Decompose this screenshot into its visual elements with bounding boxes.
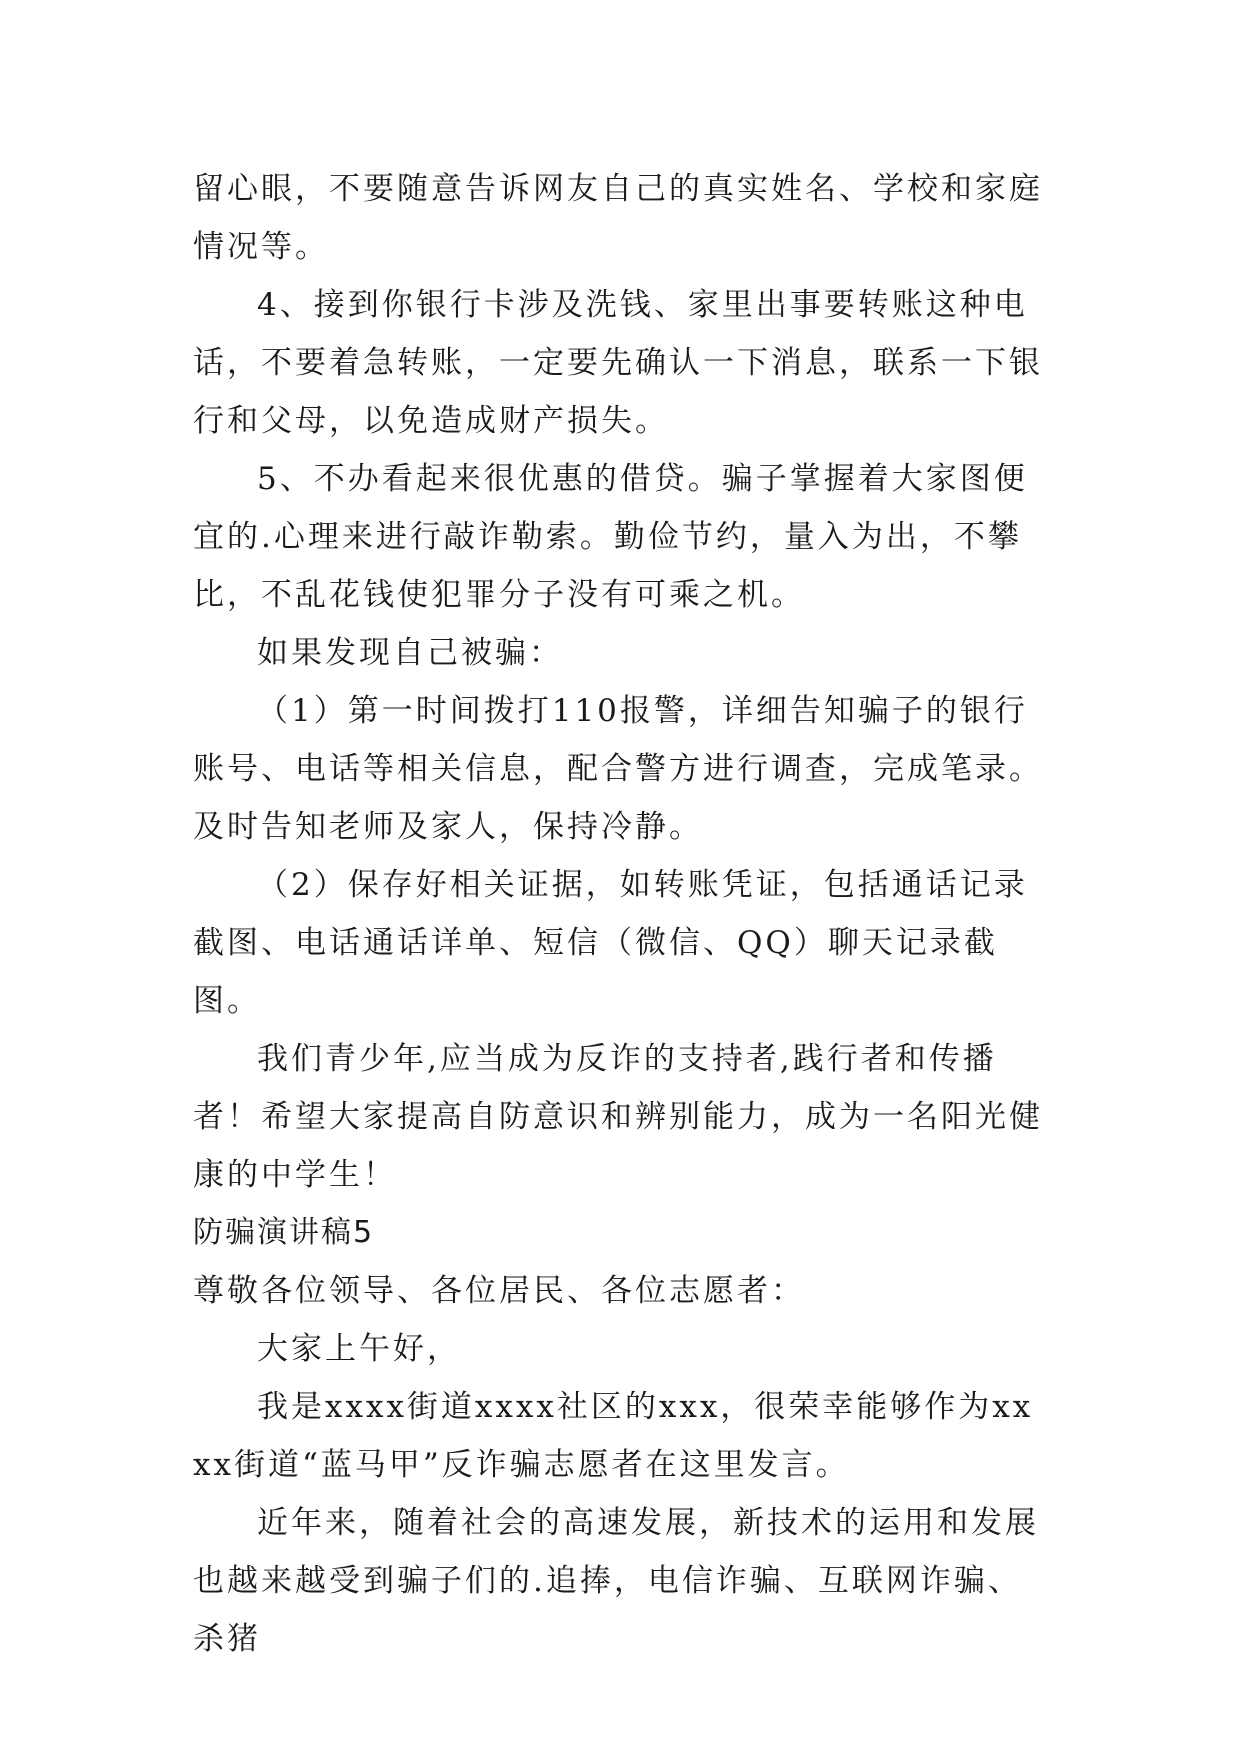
- paragraph-greeting: 大家上午好，: [257, 1331, 461, 1367]
- paragraph-step-2: （2）保存好相关证据，如转账凭证，包括通话记录截图、电话通话详单、短信（微信、QQ）聊天记录截图。: [193, 867, 1028, 1019]
- paragraph-tip-4: 4、接到你银行卡涉及洗钱、家里出事要转账这种电话，不要着急转账，一定要先确认一下消息，联系一下银行和父母，以免造成财产损失。: [193, 287, 1043, 439]
- paragraph-step-1: （1）第一时间拨打110报警，详细告知骗子的银行账号、电话等相关信息，配合警方进行调查，完成笔录。及时告知老师及家人，保持冷静。: [193, 693, 1043, 845]
- salutation: 尊敬各位领导、各位居民、各位志愿者：: [193, 1273, 805, 1309]
- paragraph-closing: 我们青少年,应当成为反诈的支持者,践行者和传播者！希望大家提高自防意识和辨别能力，成为一名阳光健康的中学生！: [193, 1041, 1043, 1193]
- section-title: 防骗演讲稿5: [193, 1215, 375, 1250]
- paragraph-if-scammed: 如果发现自己被骗：: [257, 635, 563, 671]
- document-body: [193, 160, 1053, 1668]
- paragraph-continuation: 留心眼，不要随意告诉网友自己的真实姓名、学校和家庭情况等。: [193, 171, 1043, 265]
- paragraph-background: 近年来，随着社会的高速发展，新技术的运用和发展也越来越受到骗子们的.追捧，电信诈骗、互联网诈骗、杀猪: [193, 1505, 1039, 1657]
- paragraph-introduction: 我是xxxx街道xxxx社区的xxx，很荣幸能够作为xxxx街道“蓝马甲”反诈骗志愿者在这里发言。: [193, 1389, 1034, 1483]
- paragraph-tip-5: 5、不办看起来很优惠的借贷。骗子掌握着大家图便宜的.心理来进行敲诈勒索。勤俭节约，量入为出，不攀比，不乱花钱使犯罪分子没有可乘之机。: [193, 461, 1028, 613]
